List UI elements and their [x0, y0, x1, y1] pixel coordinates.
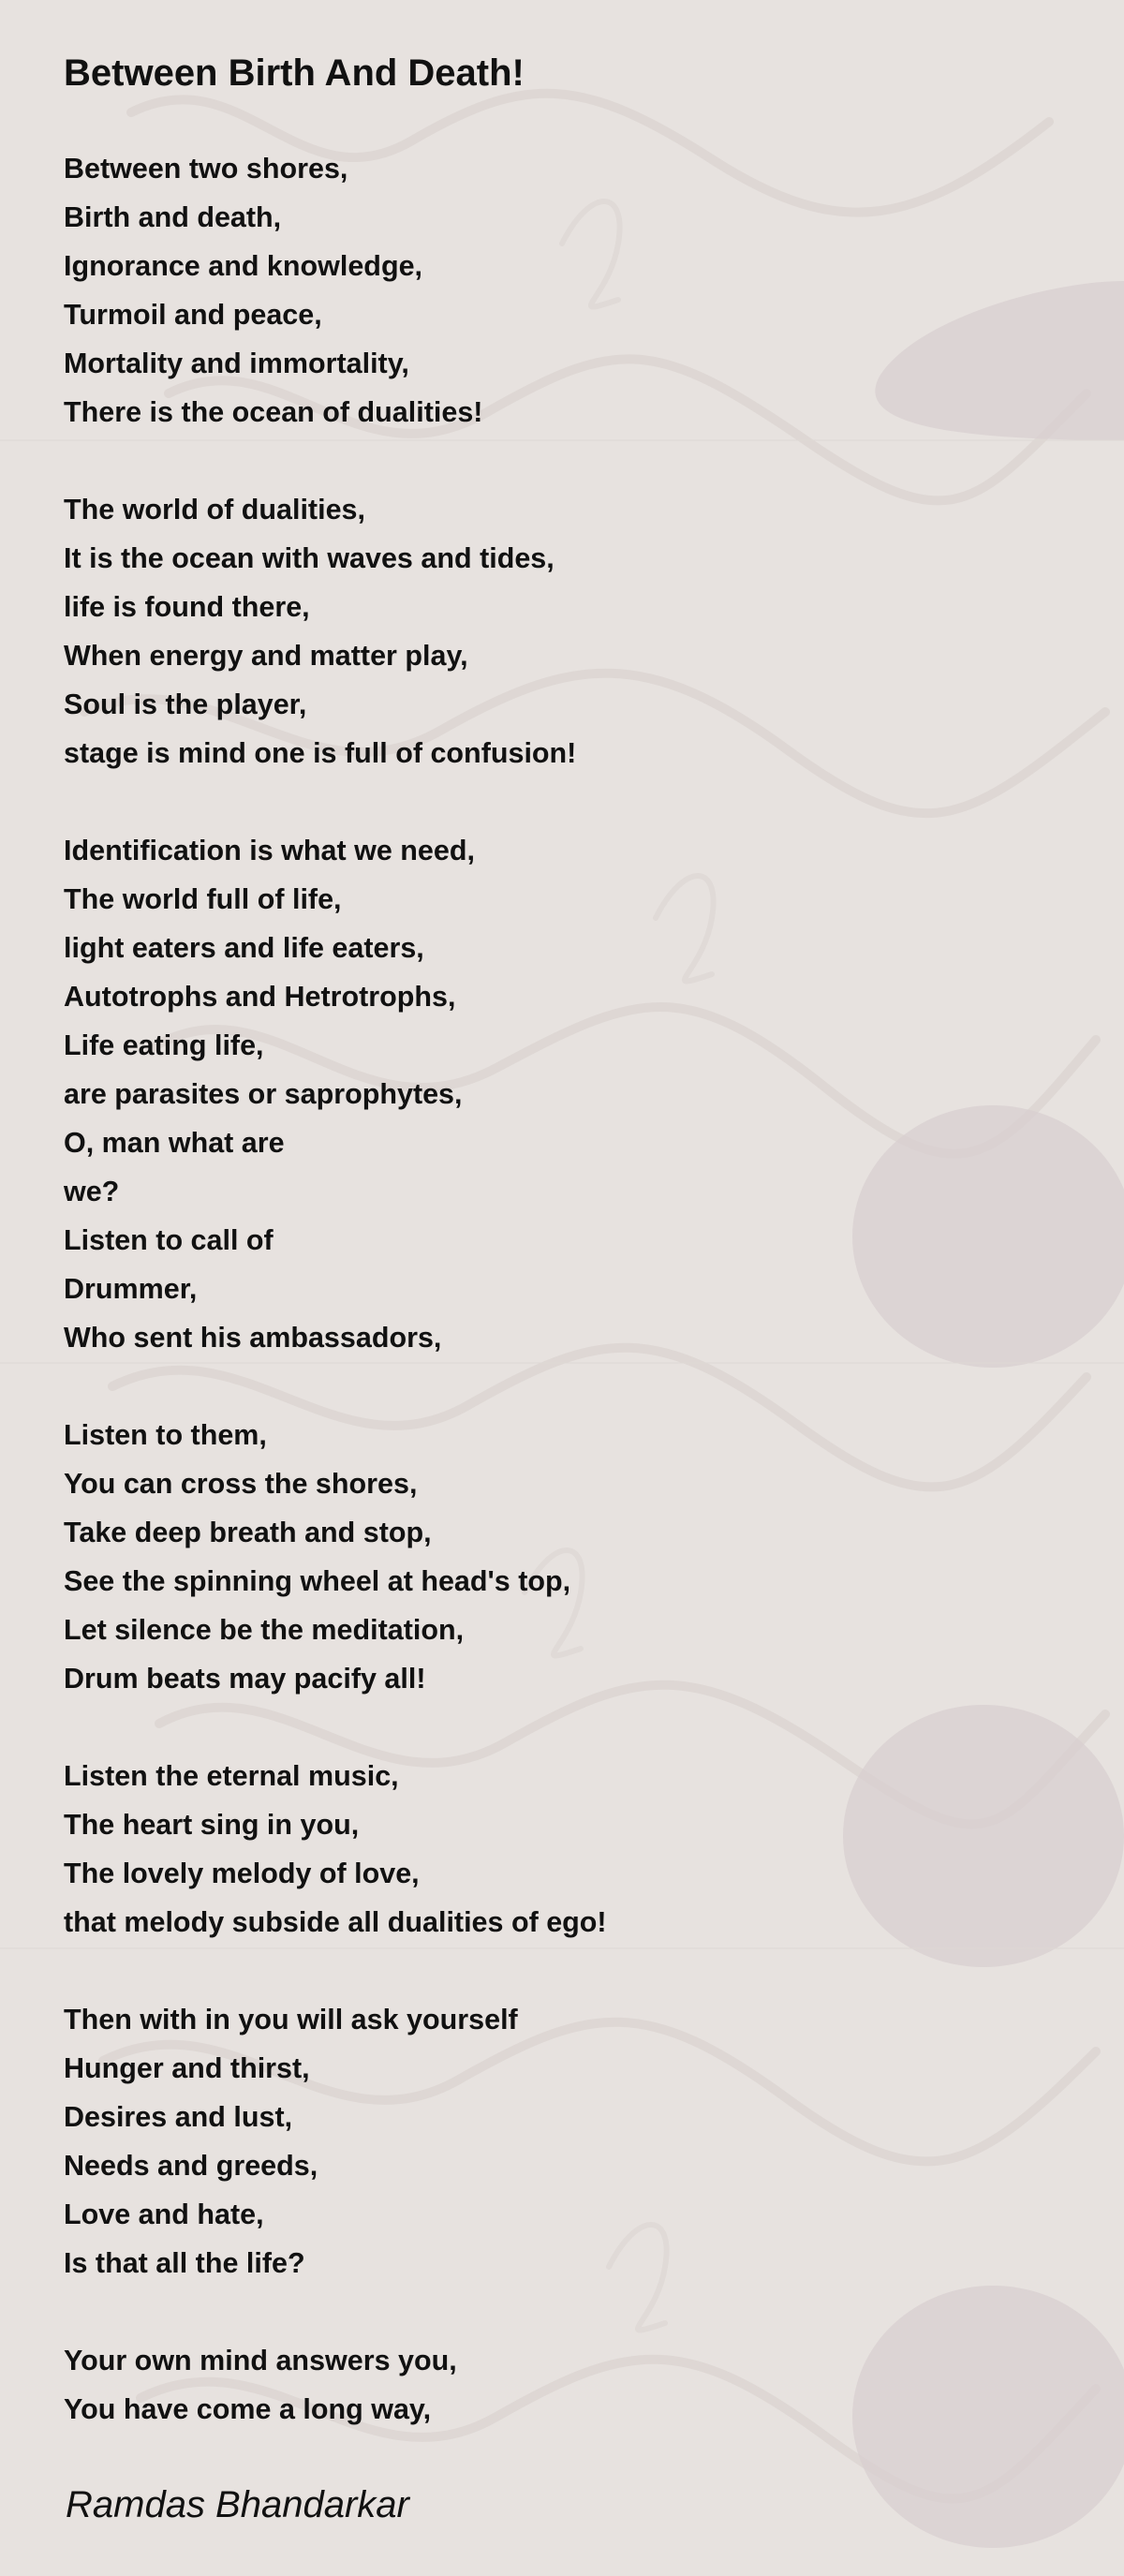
poem-line: Soul is the player, [64, 688, 307, 720]
poem-line: Let silence be the meditation, [64, 1614, 465, 1646]
poem-line: are parasites or saprophytes, [64, 1078, 463, 1110]
poem-line: Birth and death, [64, 201, 282, 233]
poem-line: Hunger and thirst, [64, 2052, 310, 2084]
poem-stanza [64, 1411, 1057, 1703]
poem-line: Desires and lust, [64, 2101, 293, 2133]
poem-line: stage is mind one is full of confusion! [64, 737, 577, 769]
poem-line: Then with in you will ask yourself [64, 2004, 518, 2036]
poem-stanza [64, 826, 1057, 1362]
poem-body [64, 144, 1057, 2434]
poem-line: Who sent his ambassadors, [64, 1322, 442, 1354]
poem-line: When energy and matter play, [64, 640, 468, 672]
poem-line: There is the ocean of dualities! [64, 396, 483, 428]
poem-line: Drummer, [64, 1273, 198, 1305]
poem-line: You have come a long way, [64, 2393, 432, 2425]
poem-line: The lovely melody of love, [64, 1858, 420, 1889]
poem-line: You can cross the shores, [64, 1468, 418, 1500]
poem-line: Your own mind answers you, [64, 2345, 457, 2376]
poem-container [64, 47, 1057, 2482]
poem-line: Turmoil and peace, [64, 299, 322, 331]
poem-stanza [64, 1752, 1057, 1947]
poem-line: See the spinning wheel at head's top, [64, 1565, 571, 1597]
poem-line: Autotrophs and Hetrotrophs, [64, 981, 456, 1013]
poem-line: Listen the eternal music, [64, 1760, 399, 1792]
poem-line: Listen to them, [64, 1419, 267, 1451]
poem-line: Mortality and immortality, [64, 348, 409, 379]
poem-line: light eaters and life eaters, [64, 932, 424, 964]
poem-line: Life eating life, [64, 1029, 264, 1061]
poem-stanza [64, 144, 1057, 437]
poem-line: Between two shores, [64, 153, 348, 185]
poem-stanza [64, 1995, 1057, 2287]
poem-line: Love and hate, [64, 2198, 264, 2230]
poem-line: The heart sing in you, [64, 1809, 360, 1841]
poem-stanza [64, 485, 1057, 777]
poem-line: O, man what are [64, 1127, 285, 1159]
poem-line: It is the ocean with waves and tides, [64, 542, 555, 574]
poem-line: we? [64, 1176, 120, 1207]
poem-line: Identification is what we need, [64, 835, 475, 866]
poem-line: that melody subside all dualities of ego! [64, 1906, 607, 1938]
poem-line: The world full of life, [64, 883, 342, 915]
poem-line: Is that all the life? [64, 2247, 305, 2279]
poem-line: Drum beats may pacify all! [64, 1663, 426, 1695]
poem-line: Take deep breath and stop, [64, 1517, 432, 1548]
poem-stanza [64, 2336, 1057, 2434]
poem-line: The world of dualities, [64, 494, 365, 526]
poem-title: Between Birth And Death! [64, 52, 525, 94]
poem-line: Ignorance and knowledge, [64, 250, 423, 282]
poem-author: Ramdas Bhandarkar [66, 2484, 409, 2525]
poem-line: Needs and greeds, [64, 2150, 318, 2182]
poem-line: Listen to call of [64, 1224, 274, 1256]
poem-line: life is found there, [64, 591, 310, 623]
